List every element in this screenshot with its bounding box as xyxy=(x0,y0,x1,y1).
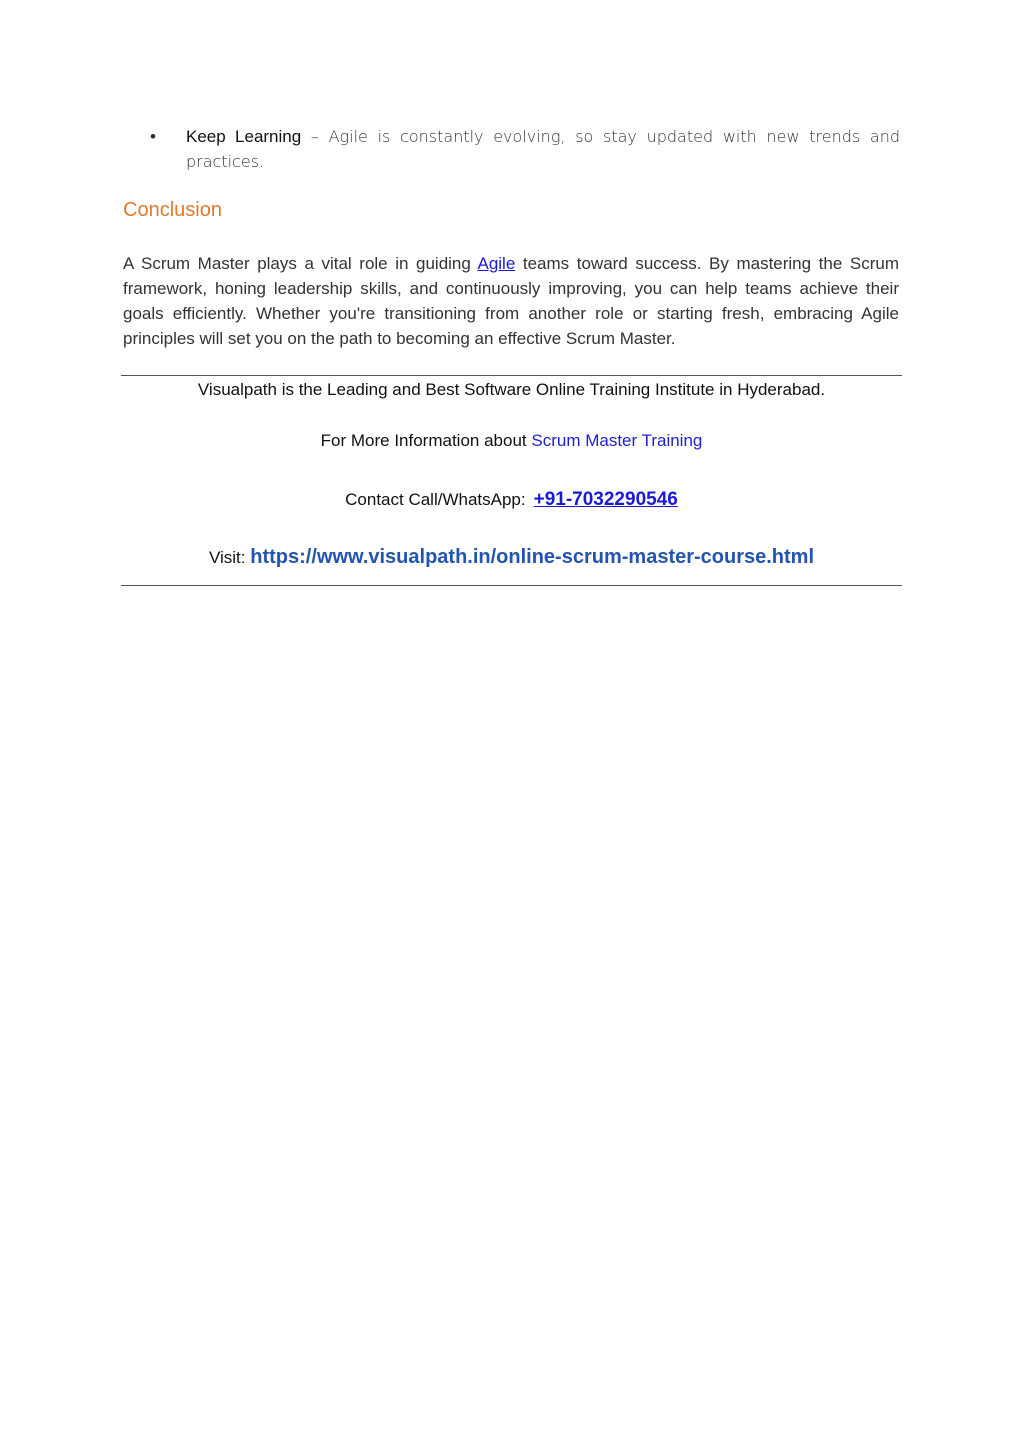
bullet-text xyxy=(186,124,900,174)
conclusion-heading: Conclusion xyxy=(123,199,222,221)
footer-visit-line xyxy=(121,546,902,569)
footer-bottom-divider xyxy=(121,585,902,586)
footer-info-prefix: For More Information about xyxy=(320,431,532,450)
footer-tagline: Visualpath is the Leading and Best Software Online Training Institute in Hyderabad. xyxy=(197,380,826,399)
bullet-title: Keep Learning xyxy=(186,127,302,146)
footer-contact-line xyxy=(121,489,902,511)
footer-visit-label: Visit: xyxy=(208,548,251,567)
agile-link[interactable]: Agile xyxy=(477,254,516,273)
footer-info-line xyxy=(121,431,902,451)
paragraph-text-after: teams toward success. By mastering the Scrum framework, honing leadership skills, and continuously improving, you can help teams achieve their goals efficiently. Whether you're transitioning from another role or starting fresh, embracing Agile principles will set you on the path to becoming an effective Scrum Master. xyxy=(123,254,899,348)
course-url-link[interactable]: https://www.visualpath.in/online-scrum-master-course.html xyxy=(250,546,815,568)
footer-top-divider xyxy=(121,375,902,376)
bullet-item-keep-learning xyxy=(150,124,900,174)
bullet-marker: • xyxy=(150,127,156,146)
scrum-master-training-link[interactable]: Scrum Master Training xyxy=(531,431,703,450)
paragraph-text-before: A Scrum Master plays a vital role in guiding xyxy=(123,254,478,273)
bullet-body: – Agile is constantly evolving, so stay updated with new trends and practices. xyxy=(186,127,900,171)
conclusion-paragraph xyxy=(123,251,899,351)
footer-contact-label: Contact Call/WhatsApp: xyxy=(345,490,526,509)
phone-link[interactable]: +91-7032290546 xyxy=(533,489,678,510)
